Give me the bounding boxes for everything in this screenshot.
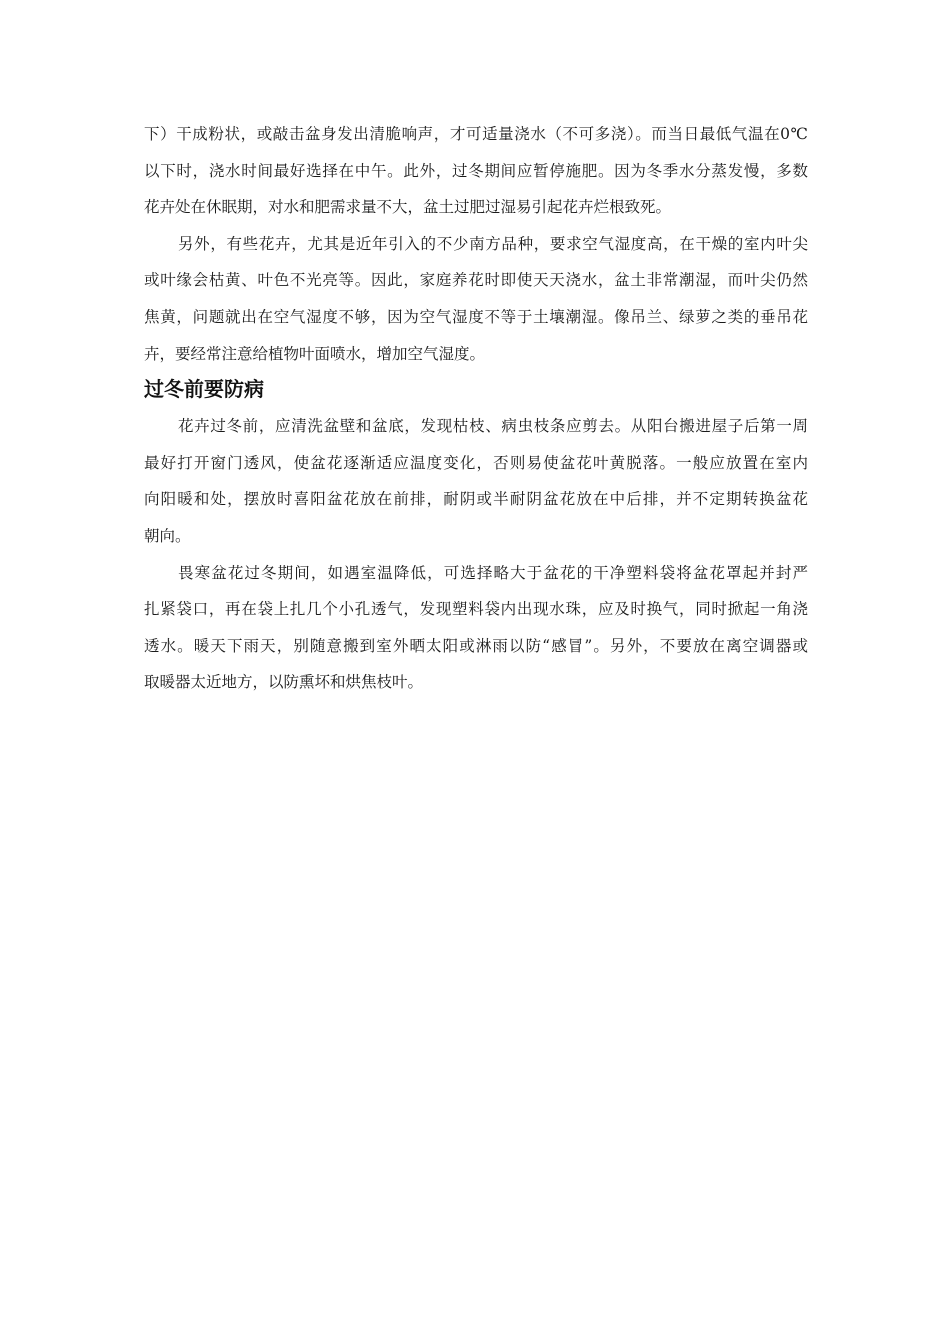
text-line: 最好打开窗门透风，使盆花逐渐适应温度变化，否则易使盆花叶黄脱落。一般应放置在室内 — [144, 453, 808, 472]
text-line: 朝向。 — [144, 526, 191, 545]
text-line: 花卉过冬前，应清洗盆壁和盆底，发现枯枝、病虫枝条应剪去。从阳台搬进屋子后第一周 — [178, 417, 808, 436]
text-line: 卉，要经常注意给植物叶面喷水，增加空气湿度。 — [144, 344, 486, 363]
paragraph-humidity — [144, 226, 808, 372]
text-line: 以下时，浇水时间最好选择在中午。此外，过冬期间应暂停施肥。因为冬季水分蒸发慢，多数 — [144, 161, 808, 180]
text-line: 下）干成粉状，或敲击盆身发出清脆响声，才可适量浇水（不可多浇）。而当日最低气温在0℃ — [144, 125, 808, 143]
paragraph-disease-prevention — [144, 408, 808, 554]
document-body — [144, 116, 808, 701]
text-line: 透水。暖天下雨天，别随意搬到室外晒太阳或淋雨以防“感冒”。另外，不要放在离空调器或 — [144, 636, 808, 655]
text-line: 花卉处在休眠期，对水和肥需求量不大，盆土过肥过湿易引起花卉烂根致死。 — [144, 198, 672, 217]
text-line: 或叶缘会枯黄、叶色不光亮等。因此，家庭养花时即使天天浇水，盆土非常潮湿，而叶尖仍然 — [144, 271, 808, 290]
paragraph-watering — [144, 116, 808, 226]
text-line: 扎紧袋口，再在袋上扎几个小孔透气，发现塑料袋内出现水珠，应及时换气，同时掀起一角浇 — [144, 600, 808, 619]
text-line: 畏寒盆花过冬期间，如遇室温降低，可选择略大于盆花的干净塑料袋将盆花罩起并封严 — [178, 563, 808, 582]
paragraph-cold-protection — [144, 555, 808, 701]
section-heading: 过冬前要防病 — [144, 377, 264, 402]
text-line: 取暖器太近地方，以防熏坏和烘焦枝叶。 — [144, 673, 424, 692]
text-line: 焦黄，问题就出在空气湿度不够，因为空气湿度不等于土壤潮湿。像吊兰、绿萝之类的垂吊花 — [144, 307, 808, 326]
text-line: 向阳暖和处，摆放时喜阳盆花放在前排，耐阴或半耐阴盆花放在中后排，并不定期转换盆花 — [144, 490, 808, 509]
text-line: 另外，有些花卉，尤其是近年引入的不少南方品种，要求空气湿度高，在干燥的室内叶尖 — [178, 234, 808, 253]
